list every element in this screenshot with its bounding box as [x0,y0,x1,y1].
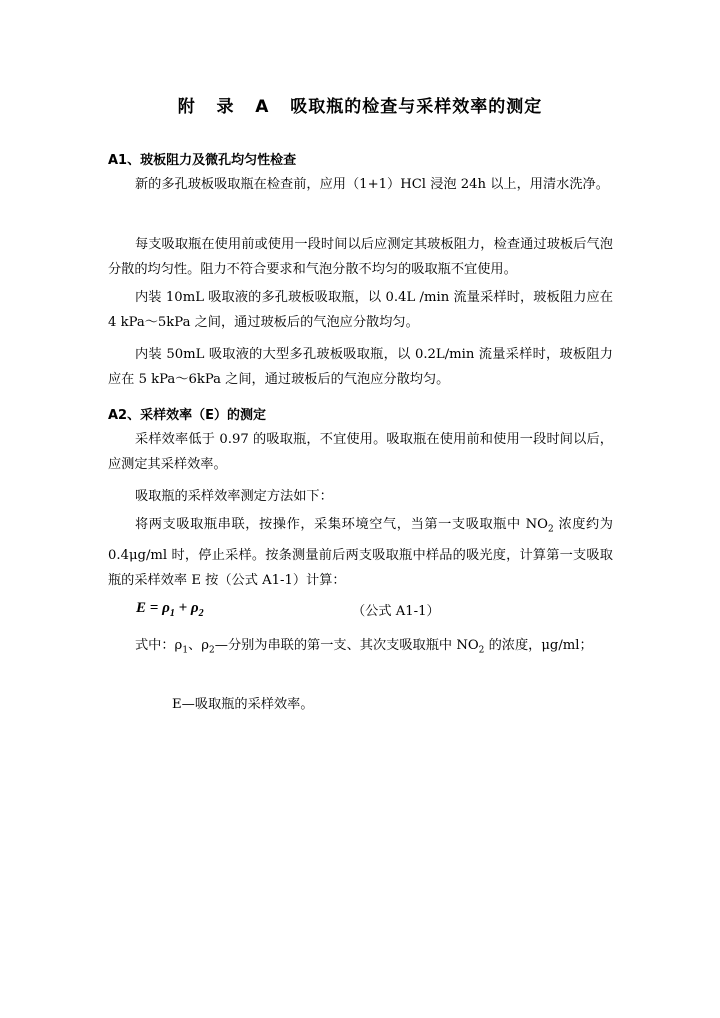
formula-lhs: E [136,600,147,616]
paragraph-text: 的浓度，μg/ml； [484,638,593,653]
paragraph-text: 式中：ρ [135,638,183,653]
formula-term-1: ρ [162,600,170,616]
formula-term-2: ρ [190,600,199,616]
formula-reference: （公式 A1-1） [352,604,440,619]
paragraph-text: 将两支吸取瓶串联，按操作，采集环境空气，当第一支吸取瓶中 NO [135,517,548,532]
section-a2-heading: A2、采样效率（E）的测定 [108,408,266,423]
paragraph-text: 浓度约为 0.4μg/ml 时，停止采样。按条测量前后两支吸取瓶中样品的吸光度，计算第一支吸取瓶的采样效率 E 按（公式 A1-1）计算： [108,517,613,588]
variable-e-definition: E—吸取瓶的采样效率。 [172,697,314,712]
formula-term-1-subscript: 1 [169,608,175,619]
subscript: 2 [547,524,554,535]
formula-plus: + [174,600,191,616]
paragraph-text: 、ρ [188,638,210,653]
section-a2-paragraph-2: 吸取瓶的采样效率测定方法如下： [135,489,333,504]
formula-where-paragraph [108,633,613,664]
section-a1-paragraph-2: 每支吸取瓶在使用前或使用一段时间以后应测定其玻板阻力，检查通过玻板后气泡分散的均匀性。阻力不符合要求和气泡分散不均匀的吸取瓶不宜使用。 [108,237,613,277]
page-title: 附 录 A 吸取瓶的检查与采样效率的测定 [177,97,543,117]
subscript: 2 [209,645,215,656]
paragraph-text: —分别为串联的第一支、其次支吸取瓶中 NO [214,638,479,653]
subscript: 1 [182,645,189,656]
section-a1-paragraph-1: 新的多孔玻板吸取瓶在检查前，应用（1+1）HCl 浸泡 24h 以上，用清水洗净。 [135,177,609,192]
section-a1-paragraph-4: 内装 50mL 吸取液的大型多孔玻板吸取瓶，以 0.2L/min 流量采样时，玻板阻力应在 5 kPa～6kPa 之间，通过玻板后的气泡应分散均匀。 [108,347,613,387]
subscript: 2 [478,645,485,656]
formula-term-2-subscript: 2 [198,608,204,619]
section-a2-paragraph-1: 采样效率低于 0.97 的吸取瓶，不宜使用。吸取瓶在使用前和使用一段时间以后，应测定其采样效率。 [108,432,613,472]
section-a2-paragraph-3 [108,512,613,593]
section-a1-paragraph-3: 内装 10mL 吸取液的多孔玻板吸取瓶，以 0.4L /min 流量采样时，玻板阻力应在 4 kPa～5kPa 之间，通过玻板后的气泡应分散均匀。 [108,290,613,330]
formula-a1-1 [136,600,204,619]
section-a1-heading: A1、玻板阻力及微孔均匀性检查 [108,153,297,168]
formula-equals: = [146,600,163,616]
